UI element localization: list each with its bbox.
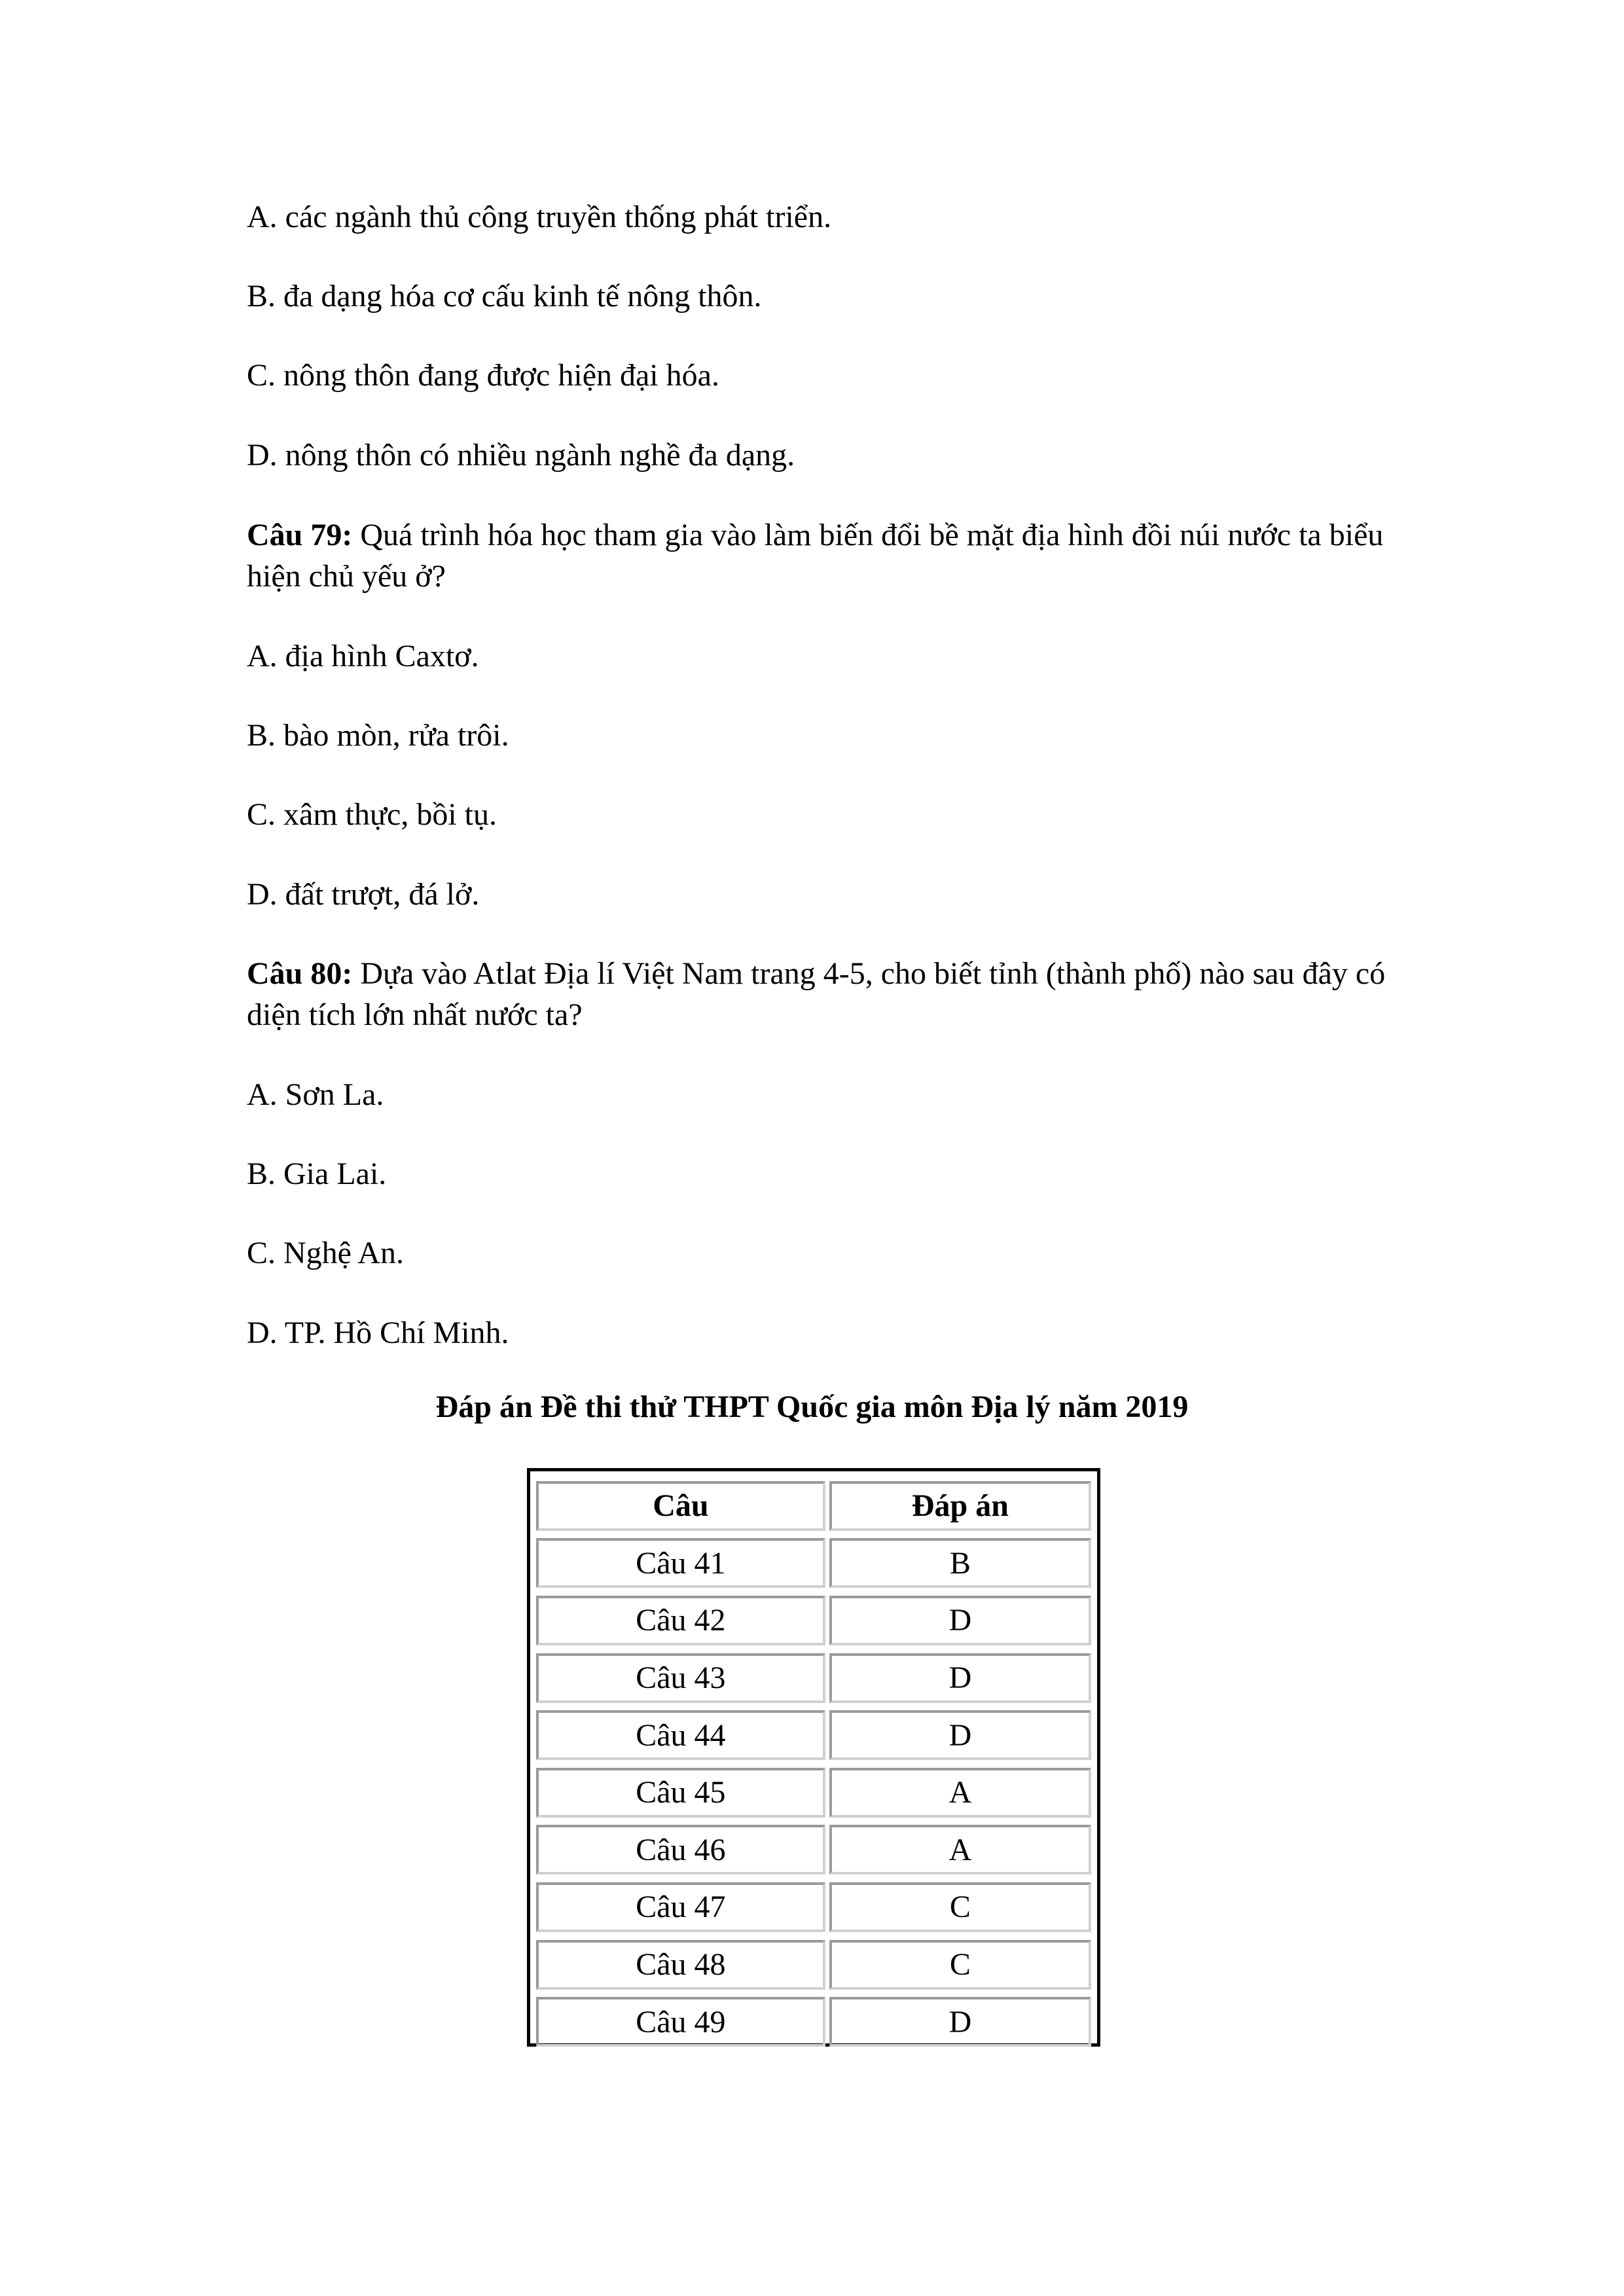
question-cell: Câu 45 — [536, 1768, 825, 1818]
answer-cell: D — [829, 1653, 1091, 1703]
question-cell: Câu 46 — [536, 1825, 825, 1874]
answer-cell: A — [829, 1825, 1091, 1874]
answer-cell: D — [829, 1710, 1091, 1760]
question-cell: Câu 49 — [536, 1997, 825, 2047]
question-80 — [247, 953, 1399, 1035]
question-cell: Câu 43 — [536, 1653, 825, 1703]
table-row — [534, 1878, 1093, 1936]
header-answer: Đáp án — [829, 1481, 1091, 1531]
table-row — [534, 1649, 1093, 1707]
answer-cell: C — [829, 1940, 1091, 1990]
table-row — [534, 1936, 1093, 1994]
prev-option-b: B. đa dạng hóa cơ cấu kinh tế nông thôn. — [247, 279, 762, 314]
prev-option-d: D. nông thôn có nhiều ngành nghề đa dạng. — [247, 438, 795, 473]
question-cell: Câu 44 — [536, 1710, 825, 1760]
q79-option-a: A. địa hình Caxtơ. — [247, 639, 479, 673]
header-question: Câu — [536, 1481, 825, 1531]
question-cell: Câu 42 — [536, 1596, 825, 1645]
q80-option-c: C. Nghệ An. — [247, 1236, 404, 1270]
q79-option-b: B. bào mòn, rửa trôi. — [247, 718, 509, 753]
table-row — [534, 1993, 1093, 2051]
question-79-text: Quá trình hóa học tham gia vào làm biến đổi bề mặt địa hình đồi núi nước ta biểu hiện chủ yếu ở? — [247, 518, 1384, 594]
question-80-label: Câu 80: — [247, 956, 353, 991]
table-row — [534, 1764, 1093, 1821]
q79-option-d: D. đất trượt, đá lở. — [247, 877, 480, 912]
answer-heading: Đáp án Đề thi thử THPT Quốc gia môn Địa lý năm 2019 — [435, 1390, 1189, 1424]
table-row — [534, 1535, 1093, 1592]
table-row — [534, 1592, 1093, 1649]
prev-option-a: A. các ngành thủ công truyền thống phát triển. — [247, 200, 832, 234]
question-80-text: Dựa vào Atlat Địa lí Việt Nam trang 4-5, cho biết tỉnh (thành phố) nào sau đây có diện tích lớn nhất nước ta? — [247, 956, 1386, 1032]
q79-option-c: C. xâm thực, bồi tụ. — [247, 797, 497, 832]
answer-table — [527, 1468, 1100, 2047]
table-row — [534, 1706, 1093, 1764]
q80-option-b: B. Gia Lai. — [247, 1157, 387, 1191]
answer-cell: D — [829, 1997, 1091, 2047]
table-body — [534, 1535, 1093, 2051]
answer-cell: B — [829, 1538, 1091, 1588]
q80-option-a: A. Sơn La. — [247, 1077, 384, 1112]
prev-option-c: C. nông thôn đang được hiện đại hóa. — [247, 358, 719, 393]
question-cell: Câu 47 — [536, 1882, 825, 1932]
q80-option-d: D. TP. Hồ Chí Minh. — [247, 1316, 509, 1350]
table-header-row — [534, 1477, 1093, 1535]
answer-cell: A — [829, 1768, 1091, 1818]
question-cell: Câu 48 — [536, 1940, 825, 1990]
answer-cell: C — [829, 1882, 1091, 1932]
question-79-label: Câu 79: — [247, 518, 353, 552]
question-79 — [247, 514, 1399, 597]
table-row — [534, 1821, 1093, 1879]
question-cell: Câu 41 — [536, 1538, 825, 1588]
answer-cell: D — [829, 1596, 1091, 1645]
